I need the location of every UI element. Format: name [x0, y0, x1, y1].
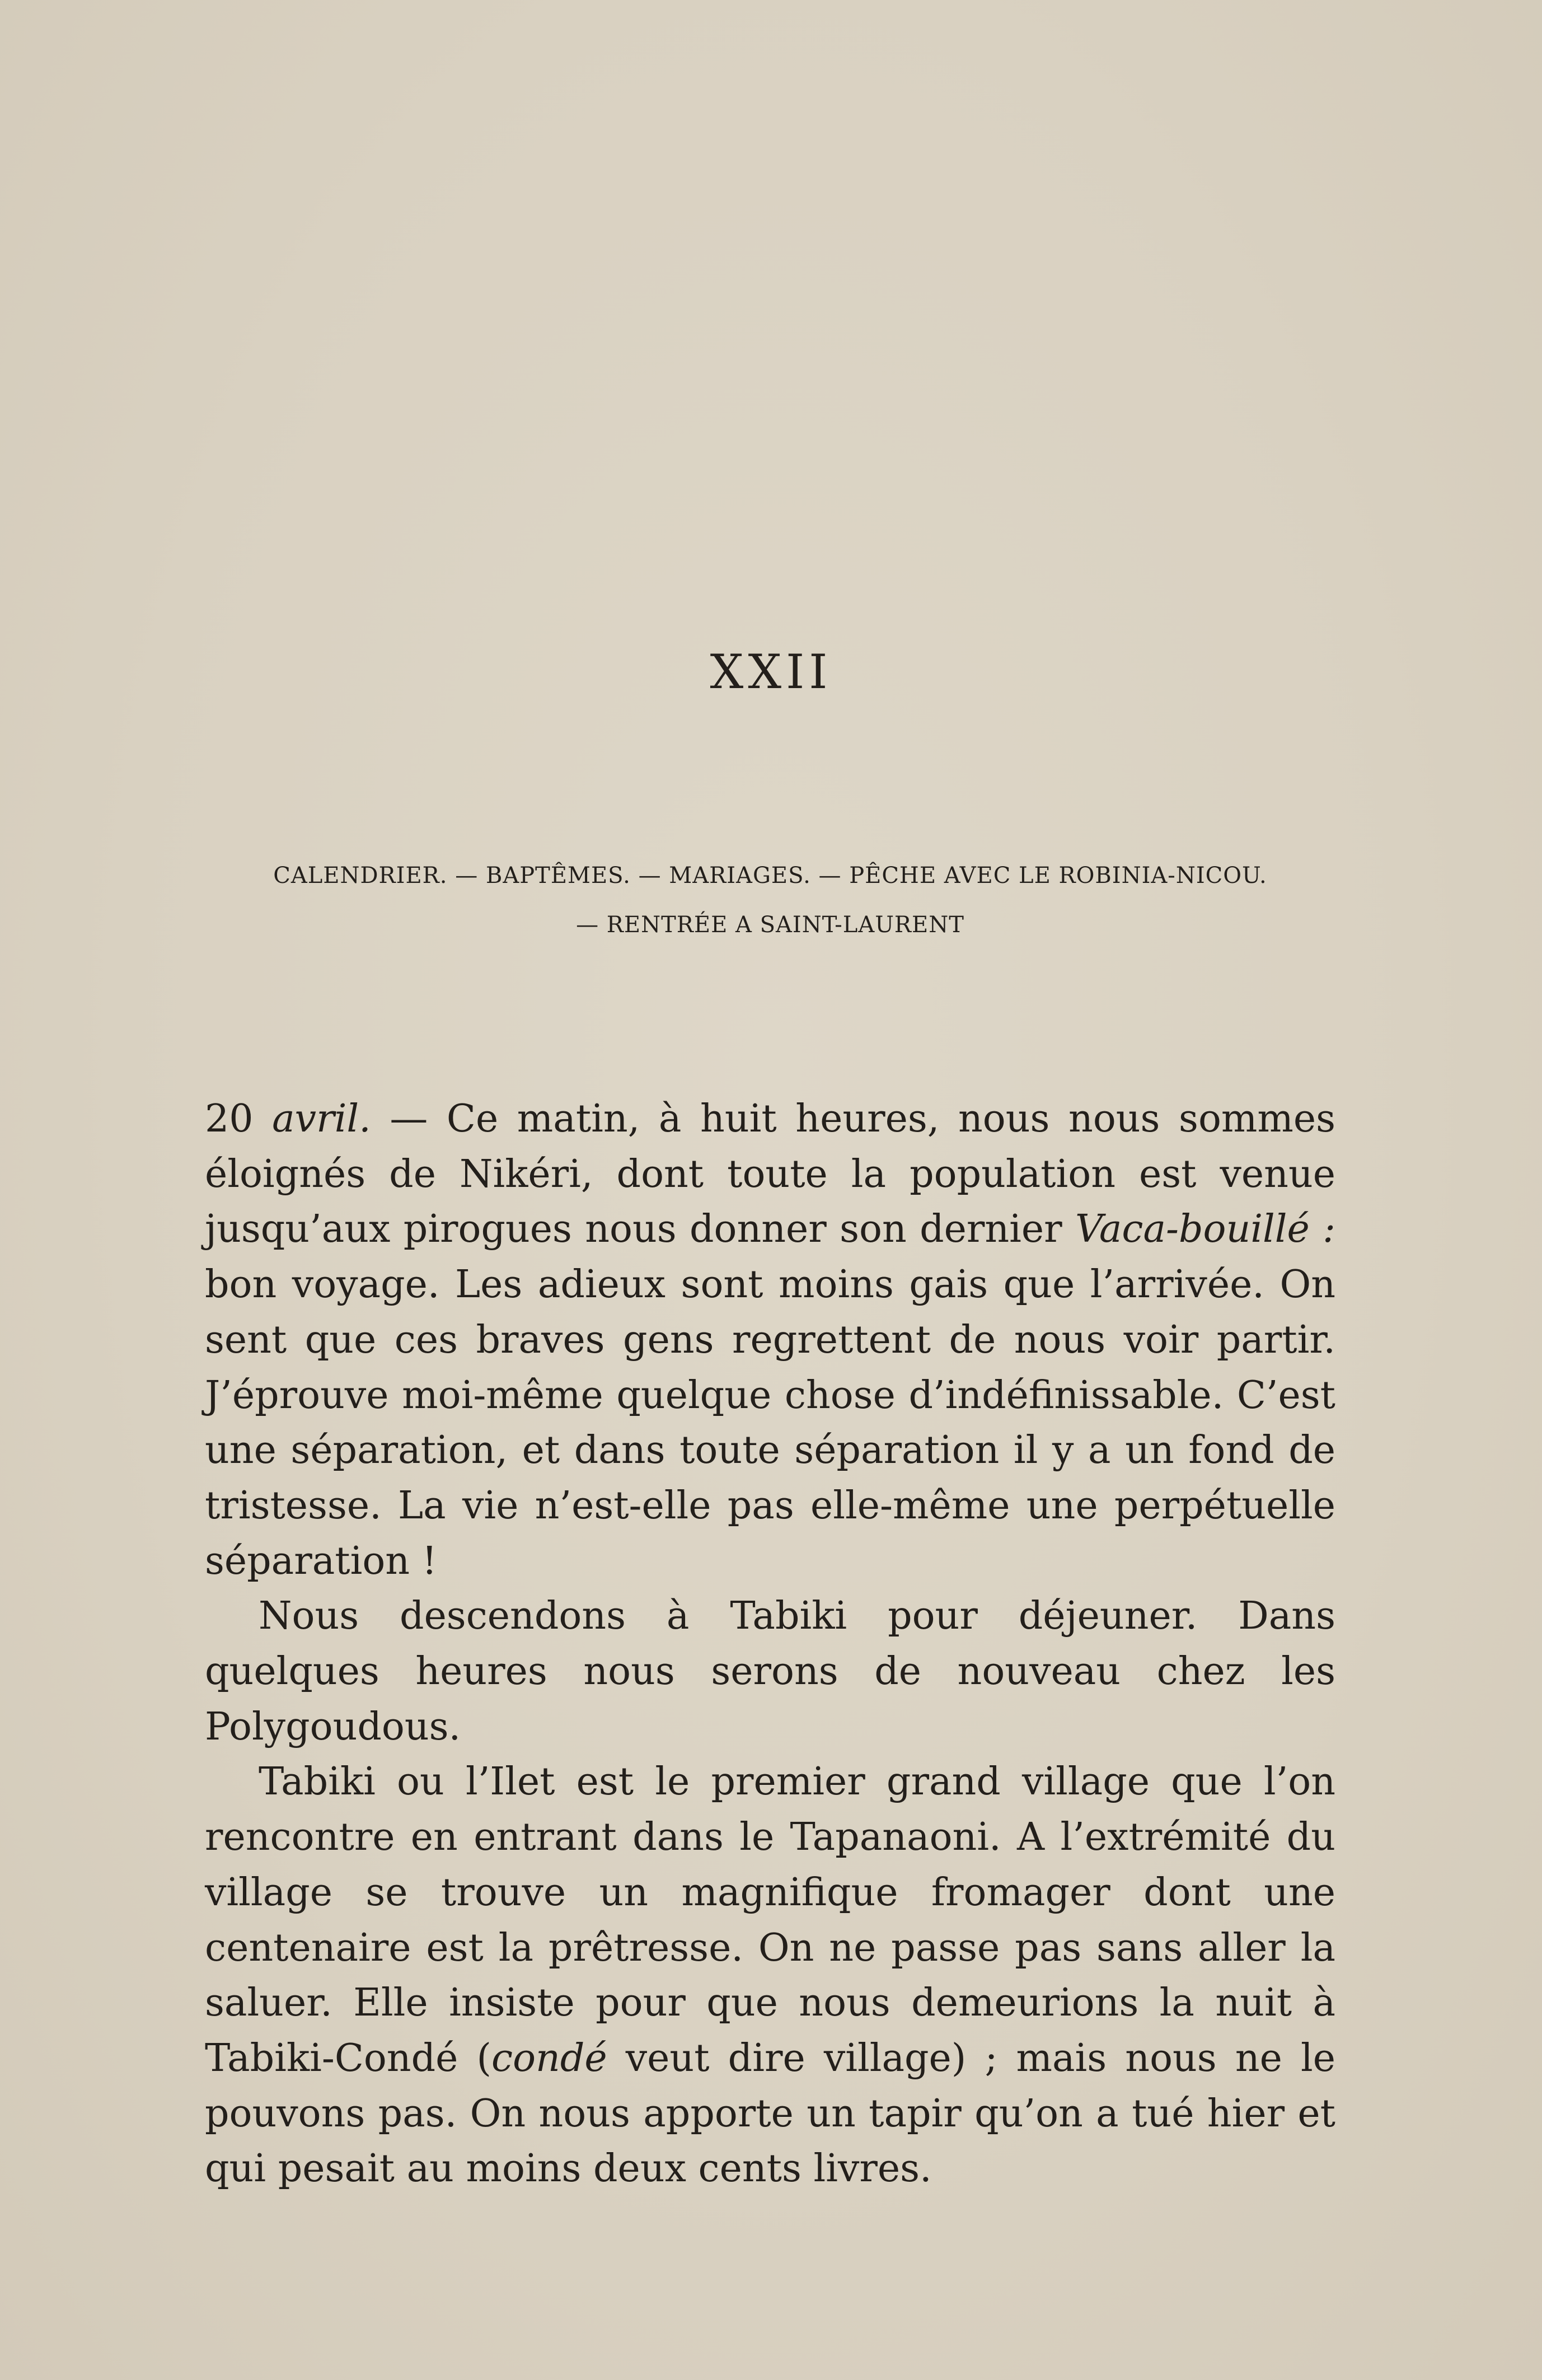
body-text: [205, 1092, 1335, 2197]
entry-date: 20: [205, 1097, 254, 1141]
paragraph-3-text-a: Tabiki ou l’Ilet est le premier grand village que l’on rencontre en entrant dans le Tapanaoni. A l’extrémité du village se trouve un magnifique fromager dont une centenaire est la prêtresse. On ne passe pas sans aller la saluer. Elle insiste pour que nous demeurions la nuit à Tabiki-Condé (: [205, 1760, 1335, 2080]
paragraph-2: Nous descendons à Tabiki pour déjeuner. Dans quelques heures nous serons de nouveau chez les Polygoudous.: [205, 1594, 1335, 1749]
chapter-summary: [205, 851, 1335, 950]
summary-line-2: — RENTRÉE A SAINT-LAURENT: [576, 912, 964, 938]
paragraph-3: [205, 1755, 1335, 2197]
entry-month: avril.: [272, 1097, 371, 1141]
paragraph-1-text-a: — Ce matin, à huit heures, nous nous sommes éloignés de Nikéri, dont toute la population est venue jusqu’aux pirogues nous donner son dernier: [205, 1097, 1335, 1252]
italic-phrase: Vaca-bouillé :: [1075, 1207, 1335, 1252]
paragraph-1: [205, 1092, 1335, 1589]
italic-term: condé: [491, 2036, 607, 2080]
chapter-number: XXII: [710, 644, 832, 699]
paragraph-3-text-b: veut dire village) ; mais nous ne le pouvons pas. On nous apporte un tapir qu’on a tué hier et qui pesait au moins deux cents livres.: [205, 2036, 1335, 2191]
paragraph-1-text-b: bon voyage. Les adieux sont moins gais que l’arrivée. On sent que ces braves gens regrettent de nous voir partir. J’éprouve moi-même quelque chose d’indéfinissable. C’est une séparation, et dans toute séparation il y a un fond de tristesse. La vie n’est-elle pas elle-même une perpétuelle séparation !: [205, 1263, 1335, 1583]
summary-line-1: CALENDRIER. — BAPTÊMES. — MARIAGES. — PÊCHE AVEC LE ROBINIA-NICOU.: [273, 863, 1267, 889]
